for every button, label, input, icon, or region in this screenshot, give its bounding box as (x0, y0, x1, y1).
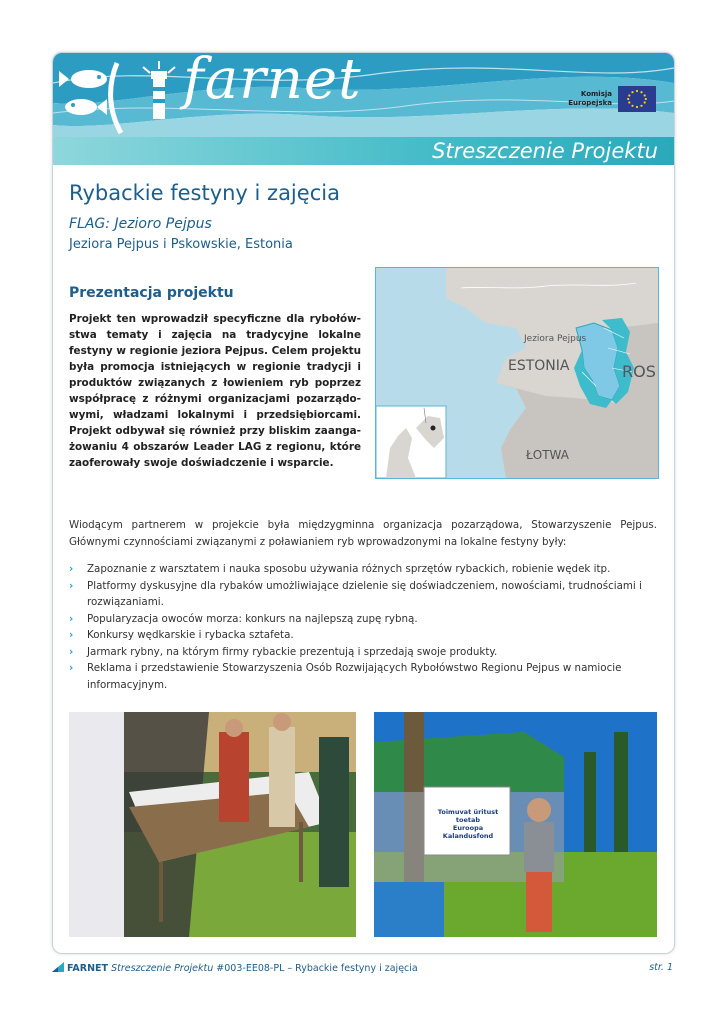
farnet-logo: farnet (183, 52, 362, 112)
intro-paragraph: Wiodącym partnerem w projekcie była międzygminna organizacja pozarządowa, Stowarzyszenie Pejpus. Głównymi czynnościami związanymi z poławianiem ryb wprowadzonymi na lokalne festyny były: (69, 519, 657, 548)
flag-subtitle: FLAG: Jezioro Pejpus (69, 216, 212, 232)
page-title: Rybackie festyny i zajęcia (69, 181, 340, 205)
photo-sign-line1: Toimuvat üritust toetab (437, 808, 499, 824)
doc-type-bar (53, 137, 674, 165)
chevron-right-icon: › (69, 645, 74, 658)
chevron-right-icon: › (69, 563, 74, 575)
festival-market-photo (69, 712, 356, 937)
commission-line1: Komisja (580, 90, 612, 98)
presentation-heading: Prezentacja projektu (69, 285, 234, 301)
footer-series: Streszczenie Projektu (111, 963, 214, 974)
footer-brand: FARNET (67, 963, 109, 974)
chevron-right-icon: › (69, 629, 74, 641)
chevron-right-icon: › (69, 662, 74, 674)
map-country-russia: ROS (622, 362, 656, 381)
list-item (69, 660, 657, 693)
commission-text (568, 90, 612, 108)
chevron-right-icon: › (69, 579, 74, 592)
project-summary-card (52, 52, 675, 954)
list-item (69, 561, 657, 578)
list-item (69, 611, 657, 628)
list-item (69, 644, 657, 661)
chevron-right-icon: › (69, 612, 74, 625)
list-item-text: Reklama i przedstawienie Stowarzyszenia Osób Rozwijających Rybołówstwo Regionu Pejpus w namiocie informacyjnym. (87, 662, 622, 691)
photo-sign-line2: Euroopa Kalandusfond (442, 824, 494, 840)
info-tent-photo (374, 712, 657, 937)
header-banner (53, 53, 674, 163)
footer (52, 962, 673, 978)
doc-type-title: Streszczenie Projektu (432, 139, 658, 163)
farnet-mark-icon (52, 962, 64, 972)
map-lake-label: Jeziora Pejpus (524, 334, 587, 344)
lighthouse-icon (139, 61, 179, 123)
list-item-text: Popularyzacja owoców morza: konkurs na najlepszą zupę rybną. (87, 612, 418, 625)
photo-sign (430, 808, 506, 840)
presentation-text: Projekt ten wprowadził specyficzne dla rybołów-stwa tematy i zajęcia na tradycyjne lokalne festyny w regionie jeziora Pejpus. Celem projektu była promocja istniejących w regionie tradycji i produktów związanych z łowieniem ryb poprzez współpracę z różnymi organizacjami pozarządo-wymi, władzami lokalnymi i przedsiębiorcami. Projekt odbywał się również przy bliskim zaanga-żowaniu 4 obszarów Leader LAG z regionu, które zaoferowały swoje doświadczenie i wsparcie. (69, 313, 361, 469)
region-subtitle: Jeziora Pejpus i Pskowskie, Estonia (69, 237, 293, 252)
list-item-text: Platformy dyskusyjne dla rybaków umożliwiające dzielenie się doświadczeniem, nowościami, trudnościami i rozwiązaniami. (87, 579, 642, 608)
list-item-text: Konkursy wędkarskie i rybacka sztafeta. (87, 629, 294, 641)
commission-line2: Europejska (568, 99, 612, 107)
european-commission-logo (568, 86, 656, 112)
footer-code: #003-EE08-PL – Rybackie festyny i zajęcia (216, 963, 418, 974)
activities-list (69, 561, 657, 693)
list-item-text: Zapoznanie z warsztatem i nauka sposobu używania różnych sprzętów rybackich, robienie wędek itp. (87, 563, 611, 575)
list-item-text: Jarmark rybny, na którym firmy rybackie prezentują i sprzedają swoje produkty. (87, 645, 498, 658)
region-map (375, 267, 659, 479)
map-country-latvia: ŁOTWA (526, 448, 569, 462)
list-item (69, 627, 657, 644)
eu-flag-icon (618, 86, 656, 112)
list-item (69, 578, 657, 611)
page-number: str. 1 (649, 962, 673, 973)
footer-left (52, 962, 418, 974)
map-country-estonia: ESTONIA (508, 358, 570, 374)
